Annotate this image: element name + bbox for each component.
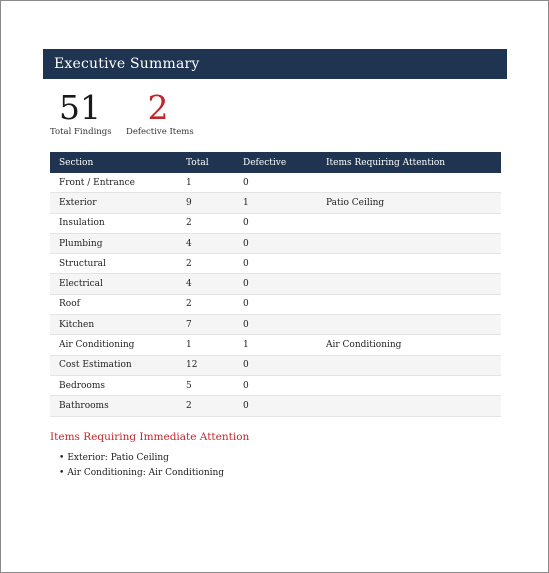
attention-cell xyxy=(317,375,501,395)
column-header-section: Section xyxy=(50,152,177,173)
attention-cell: Patio Ceiling xyxy=(317,193,501,213)
defective-cell: 1 xyxy=(234,193,317,213)
section-cell: Air Conditioning xyxy=(50,335,177,355)
attention-cell xyxy=(317,254,501,274)
table-row xyxy=(50,254,501,274)
total-findings-label: Total Findings xyxy=(50,127,112,137)
attention-cell xyxy=(317,355,501,375)
total-cell: 9 xyxy=(177,193,234,213)
defective-cell: 1 xyxy=(234,335,317,355)
attention-item-text: Air Conditioning: Air Conditioning xyxy=(67,468,225,478)
total-findings-value: 51 xyxy=(59,88,101,127)
total-cell: 12 xyxy=(177,355,234,375)
total-cell: 5 xyxy=(177,375,234,395)
section-cell: Bedrooms xyxy=(50,375,177,395)
table-header-row xyxy=(50,152,501,173)
section-cell: Structural xyxy=(50,254,177,274)
table-row xyxy=(50,233,501,253)
section-cell: Plumbing xyxy=(50,233,177,253)
total-cell: 2 xyxy=(177,396,234,416)
table-row xyxy=(50,213,501,233)
defective-cell: 0 xyxy=(234,274,317,294)
attention-cell xyxy=(317,294,501,314)
total-cell: 2 xyxy=(177,213,234,233)
defective-cell: 0 xyxy=(234,233,317,253)
table-row xyxy=(50,294,501,314)
column-header-defective: Defective xyxy=(234,152,317,173)
defective-cell: 0 xyxy=(234,294,317,314)
defective-cell: 0 xyxy=(234,375,317,395)
defective-items-stat xyxy=(126,88,194,137)
total-findings-stat xyxy=(50,89,110,137)
table-row xyxy=(50,274,501,294)
attention-cell xyxy=(317,233,501,253)
bullet-icon: • xyxy=(59,468,65,478)
defective-cell: 0 xyxy=(234,173,317,193)
total-cell: 7 xyxy=(177,315,234,335)
column-header-attention: Items Requiring Attention xyxy=(317,152,501,173)
section-cell: Kitchen xyxy=(50,315,177,335)
total-cell: 2 xyxy=(177,254,234,274)
defective-cell: 0 xyxy=(234,315,317,335)
attention-list xyxy=(59,451,224,481)
table-row xyxy=(50,315,501,335)
table-row xyxy=(50,193,501,213)
table-row xyxy=(50,355,501,375)
bullet-icon: • xyxy=(59,453,65,463)
section-cell: Electrical xyxy=(50,274,177,294)
column-header-total: Total xyxy=(177,152,234,173)
attention-title: Items Requiring Immediate Attention xyxy=(50,431,250,443)
defective-items-label: Defective Items xyxy=(126,127,194,137)
table-row xyxy=(50,335,501,355)
section-cell: Roof xyxy=(50,294,177,314)
attention-list-item xyxy=(59,466,224,481)
summary-table xyxy=(50,152,501,417)
section-cell: Insulation xyxy=(50,213,177,233)
table-row xyxy=(50,375,501,395)
attention-cell xyxy=(317,274,501,294)
section-cell: Cost Estimation xyxy=(50,355,177,375)
attention-list-item xyxy=(59,451,224,466)
section-cell: Front / Entrance xyxy=(50,173,177,193)
attention-cell xyxy=(317,315,501,335)
section-header: Executive Summary xyxy=(43,49,507,79)
defective-items-value: 2 xyxy=(147,88,169,127)
total-cell: 4 xyxy=(177,274,234,294)
total-cell: 1 xyxy=(177,173,234,193)
table-body xyxy=(50,173,501,416)
defective-cell: 0 xyxy=(234,254,317,274)
defective-cell: 0 xyxy=(234,355,317,375)
attention-cell xyxy=(317,396,501,416)
total-cell: 1 xyxy=(177,335,234,355)
table-row xyxy=(50,396,501,416)
defective-cell: 0 xyxy=(234,213,317,233)
attention-cell: Air Conditioning xyxy=(317,335,501,355)
defective-cell: 0 xyxy=(234,396,317,416)
attention-cell xyxy=(317,173,501,193)
total-cell: 2 xyxy=(177,294,234,314)
table-row xyxy=(50,173,501,193)
section-cell: Bathrooms xyxy=(50,396,177,416)
total-cell: 4 xyxy=(177,233,234,253)
section-cell: Exterior xyxy=(50,193,177,213)
attention-cell xyxy=(317,213,501,233)
attention-item-text: Exterior: Patio Ceiling xyxy=(67,453,169,463)
